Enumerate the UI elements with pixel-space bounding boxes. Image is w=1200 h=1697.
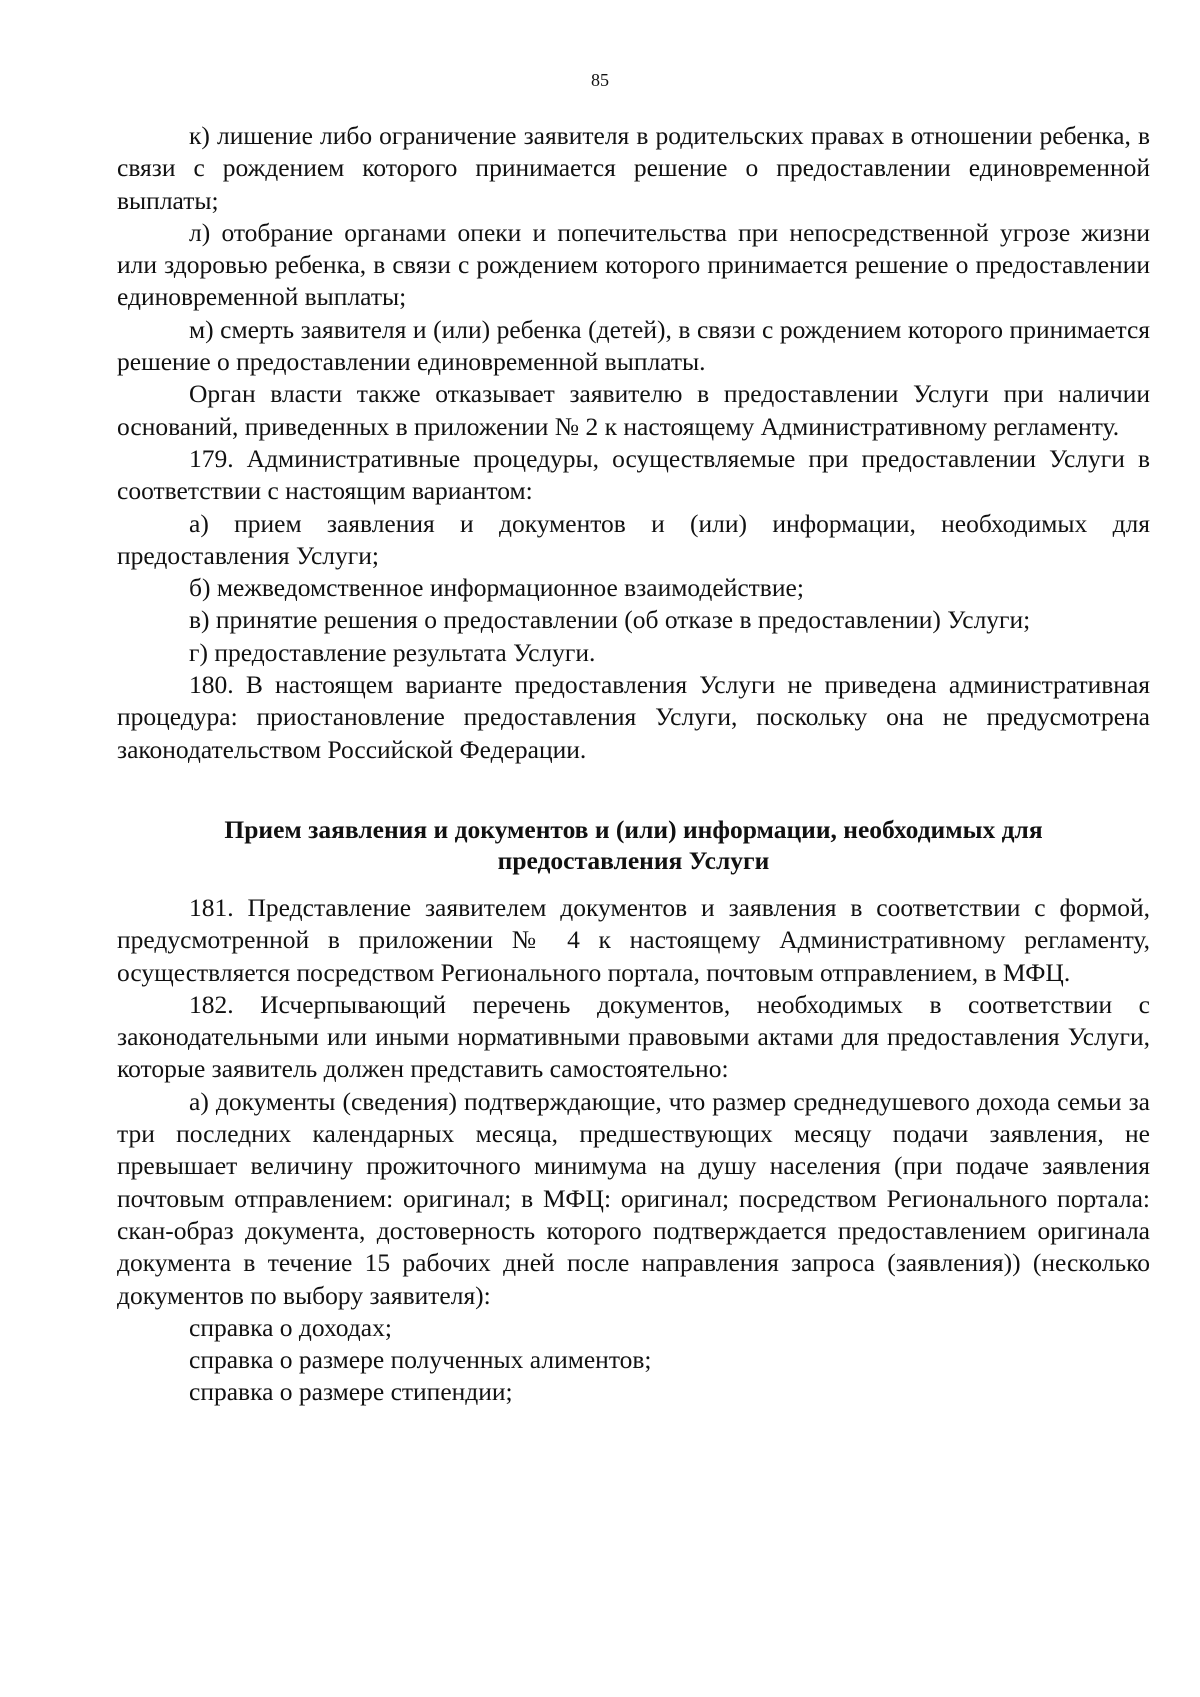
list-item-income-certificate: справка о доходах; xyxy=(189,1312,392,1342)
paragraph-182-a: а) документы (сведения) подтверждающие, что размер среднедушевого дохода семьи за три последних календарных месяца, предшествующих месяцу подачи заявления, не превышает величину прожиточного минимума на душу населения (при подаче заявления почтовым отправлением: оригинал; в МФЦ: оригинал; посредством Регионального портала: скан-образ документа, достоверность которого подтверждается предоставлением оригинала документа в течение 15 рабочих дней после направления запроса (заявления)) (несколько документов по выбору заявителя): xyxy=(117,1086,1150,1310)
section-title-line-2: предоставления Услуги xyxy=(497,845,770,875)
paragraph-m: м) смерть заявителя и (или) ребенка (детей), в связи с рождением которого принимается решение о предоставлении единовременной выплаты. xyxy=(117,314,1150,377)
paragraph-182: 182. Исчерпывающий перечень документов, необходимых в соответствии с законодательными или иными нормативными правовыми актами для предоставления Услуги, которые заявитель должен представить самостоятельно: xyxy=(117,989,1150,1084)
list-item-scholarship-certificate: справка о размере стипендии; xyxy=(189,1377,513,1407)
paragraph-181: 181. Представление заявителем документов и заявления в соответствии с формой, предусмотренной в приложении № 4 к настоящему Административному регламенту, осуществляется посредством Регионального портала, почтовым отправлением, в МФЦ. xyxy=(117,892,1150,987)
paragraph-l: л) отобрание органами опеки и попечительства при непосредственной угрозе жизни или здоровью ребенка, в связи с рождением которого принимается решение о предоставлении единовременной выплаты; xyxy=(117,217,1150,312)
section-title xyxy=(117,814,1150,876)
paragraph-180: 180. В настоящем варианте предоставления Услуги не приведена административная процедура: приостановление предоставления Услуги, поскольку она не предусмотрена законодательством Российской Федерации. xyxy=(117,670,1150,764)
paragraph-k: к) лишение либо ограничение заявителя в родительских правах в отношении ребенка, в связи с рождением которого принимается решение о предоставлении единовременной выплаты; xyxy=(117,121,1150,215)
paragraph-179-a: а) прием заявления и документов и (или) информации, необходимых для предоставления Услуги; xyxy=(117,508,1150,570)
list-item-alimony-certificate: справка о размере полученных алиментов; xyxy=(189,1345,652,1375)
paragraph-179-g: г) предоставление результата Услуги. xyxy=(189,637,596,667)
paragraph-refusal: Орган власти также отказывает заявителю в предоставлении Услуги при наличии оснований, приведенных в приложении № 2 к настоящему Административному регламенту. xyxy=(117,379,1150,441)
section-title-line-1: Прием заявления и документов и (или) информации, необходимых для xyxy=(224,814,1043,844)
page-number: 85 xyxy=(591,70,609,90)
document-body xyxy=(117,120,1150,1409)
paragraph-179-b: б) межведомственное информационное взаимодействие; xyxy=(189,573,804,603)
paragraph-179: 179. Административные процедуры, осуществляемые при предоставлении Услуги в соответствии с настоящим вариантом: xyxy=(117,443,1150,506)
paragraph-179-v: в) принятие решения о предоставлении (об отказе в предоставлении) Услуги; xyxy=(189,605,1031,635)
